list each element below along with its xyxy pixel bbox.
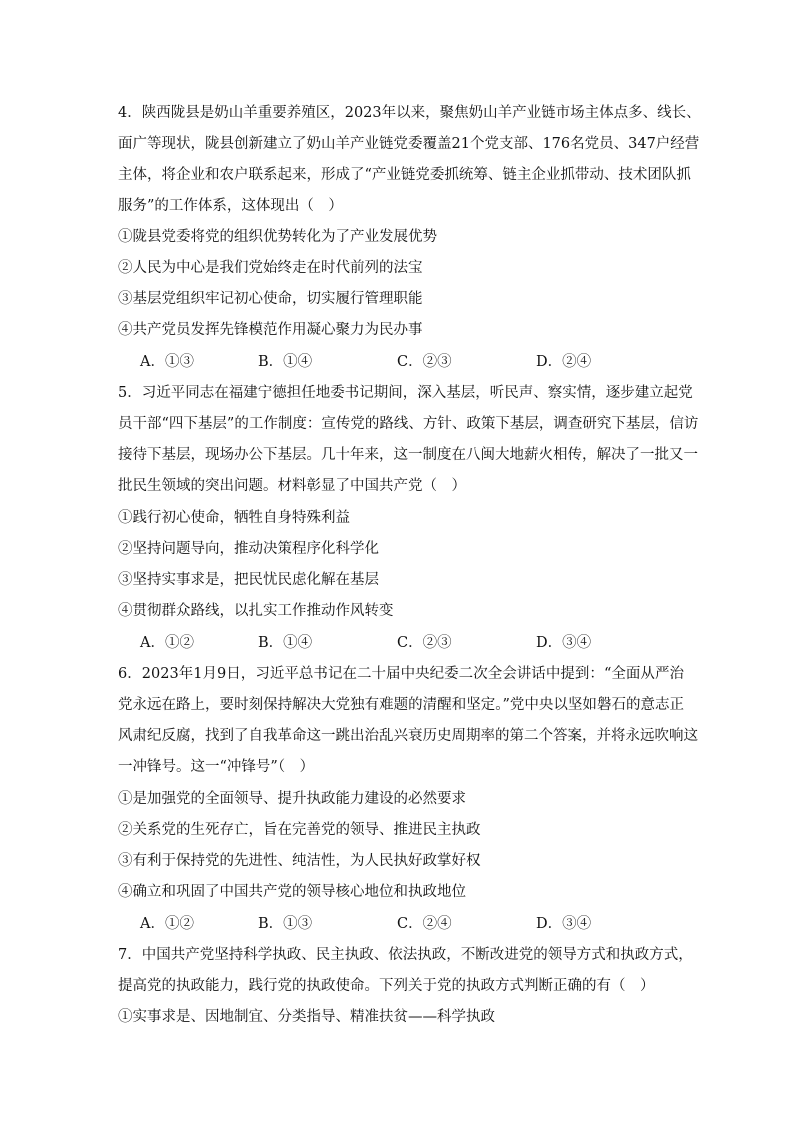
statement-option: ③坚持实事求是，把民忧民虑化解在基层 — [118, 572, 379, 588]
question-stem-line: 7．中国共产党坚持科学执政、民主执政、依法执政，不断改进党的领导方式和执政方式， — [118, 947, 693, 963]
statement-option: ④共产党员发挥先锋模范作用凝心聚力为民办事 — [118, 322, 423, 338]
answer-choice-a: A．①② — [140, 635, 194, 651]
answer-choice-c: C．②④ — [397, 916, 452, 932]
question-stem-line: 批民生领域的突出问题。材料彰显了中国共产党（ ） — [118, 478, 466, 494]
statement-option: ④确立和巩固了中国共产党的领导核心地位和执政地位 — [118, 884, 466, 900]
statement-option: ①是加强党的全面领导、提升执政能力建设的必然要求 — [118, 791, 466, 807]
answer-choice-d: D．③④ — [536, 635, 592, 651]
answer-choice-a: A．①③ — [140, 354, 194, 370]
question-stem-line: 提高党的执政能力，践行党的执政使命。下列关于党的执政方式判断正确的有（ ） — [118, 978, 655, 994]
statement-option: ①实事求是、因地制宜、分类指导、精准扶贫——科学执政 — [118, 1009, 495, 1025]
question-stem-line: 5．习近平同志在福建宁德担任地委书记期间，深入基层，听民声、察实情，逐步建立起党 — [118, 385, 693, 401]
question-stem-line: 服务”的工作体系，这体现出（ ） — [118, 198, 343, 214]
statement-option: ③有利于保持党的先进性、纯洁性，为人民执好政掌好权 — [118, 853, 481, 869]
answer-choice-b: B．①④ — [258, 635, 313, 651]
question-stem-line: 主体，将企业和农户联系起来，形成了“产业链党委抓统筹、链主企业抓带动、技术团队抓 — [118, 167, 691, 183]
statement-option: ②关系党的生死存亡，旨在完善党的领导、推进民主执政 — [118, 822, 481, 838]
question-stem-line: 6．2023年1月9日，习近平总书记在二十届中央纪委二次全会讲话中提到：“全面从严治 — [118, 666, 684, 682]
question-stem-line: 员干部“四下基层”的工作制度：宣传党的路线、方针、政策下基层，调查研究下基层，信访 — [118, 416, 699, 432]
statement-option: ④贯彻群众路线，以扎实工作推动作风转变 — [118, 603, 394, 619]
question-stem-line: 党永远在路上，要时刻保持解决大党独有难题的清醒和坚定。”党中央以坚如磐石的意志正 — [118, 697, 684, 713]
statement-option: ①陇县党委将党的组织优势转化为了产业发展优势 — [118, 229, 437, 245]
answer-choice-b: B．①④ — [258, 354, 313, 370]
statement-option: ③基层党组织牢记初心使命，切实履行管理职能 — [118, 291, 423, 307]
statement-option: ①践行初心使命，牺牲自身特殊利益 — [118, 510, 350, 526]
question-stem-line: 接待下基层，现场办公下基层。几十年来，这一制度在八闽大地薪火相传，解决了一批又一 — [118, 447, 698, 463]
question-stem-line: 面广等现状，陇县创新建立了奶山羊产业链党委覆盖21个党支部、176名党员、347户经营 — [118, 136, 700, 152]
question-stem-line: 4．陕西陇县是奶山羊重要养殖区，2023年以来，聚焦奶山羊产业链市场主体点多、线长、 — [118, 105, 701, 121]
answer-choice-c: C．②③ — [397, 354, 452, 370]
question-stem-line: 风肃纪反腐，找到了自我革命这一跳出治乱兴衰历史周期率的第二个答案，并将永远吹响这 — [118, 728, 698, 744]
answer-choice-a: A．①② — [140, 916, 194, 932]
statement-option: ②坚持问题导向，推动决策程序化科学化 — [118, 541, 379, 557]
answer-choice-c: C．②③ — [397, 635, 452, 651]
answer-choice-d: D．②④ — [536, 354, 592, 370]
statement-option: ②人民为中心是我们党始终走在时代前列的法宝 — [118, 260, 423, 276]
answer-choice-d: D．③④ — [536, 916, 592, 932]
question-stem-line: 一冲锋号。这一“冲锋号”（ ） — [118, 759, 315, 775]
answer-choice-b: B．①③ — [258, 916, 313, 932]
